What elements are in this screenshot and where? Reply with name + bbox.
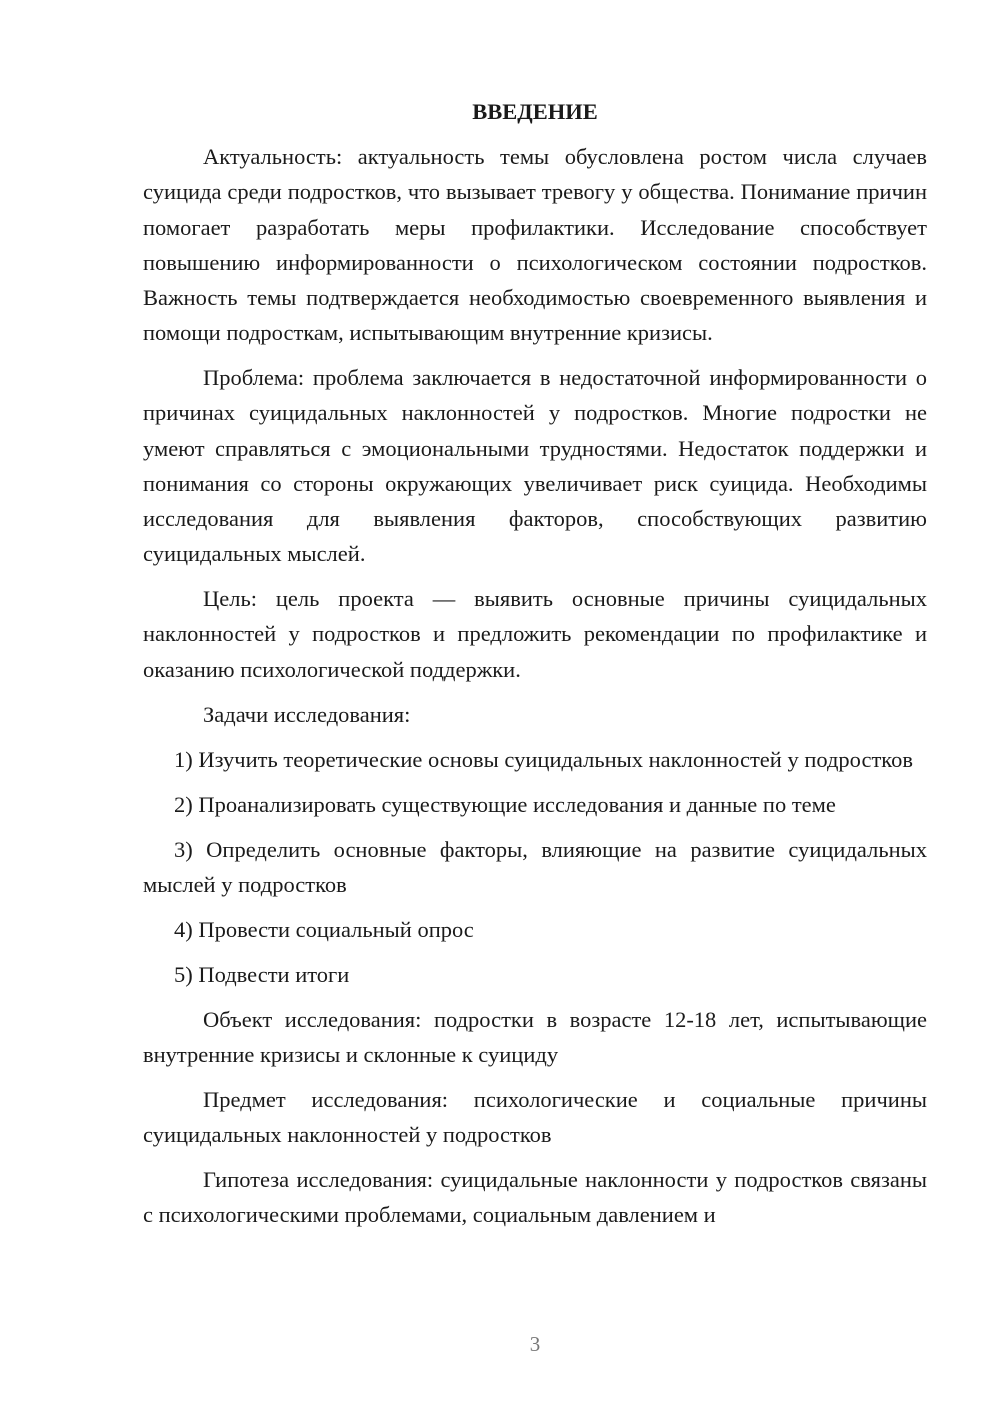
task-item: 2) Проанализировать существующие исследования и данные по теме	[174, 791, 836, 817]
page-content	[143, 94, 927, 1233]
task-item: 3) Определить основные факторы, влияющие на развитие суицидальных мыслей у подростков	[143, 836, 927, 897]
paragraph-hypothesis: Гипотеза исследования: суицидальные наклонности у подростков связаны с психологическими проблемами, социальным давлением и	[143, 1167, 927, 1228]
section-title: ВВЕДЕНИЕ	[472, 99, 598, 124]
paragraph-object: Объект исследования: подростки в возрасте 12-18 лет, испытывающие внутренние кризисы и склонные к суициду	[143, 1006, 927, 1068]
paragraph-subject: Предмет исследования: психологические и социальные причины суицидальных наклонностей у подростков	[143, 1087, 927, 1148]
task-item: 1) Изучить теоретические основы суицидальных наклонностей у подростков	[174, 746, 913, 772]
paragraph-relevance: Актуальность: актуальность темы обусловлена ростом числа случаев суицида среди подростков, что вызывает тревогу у общества. Понимание причин помогает разработать меры профилактики. Исследование способствует повышению информированности о психологическом состоянии подростков. Важность темы подтверждается необходимостью своевременного выявления и помощи подросткам, испытывающим внутренние кризисы.	[143, 144, 927, 346]
tasks-heading: Задачи исследования:	[203, 701, 411, 727]
paragraph-problem: Проблема: проблема заключается в недостаточной информированности о причинах суицидальных наклонностей у подростков. Многие подростки не умеют справляться с эмоциональными трудностями. Недостаток поддержки и понимания со стороны окружающих увеличивает риск суицида. Необходимы исследования для выявления факторов, способствующих развитию суицидальных мыслей.	[143, 365, 927, 567]
task-item: 5) Подвести итоги	[174, 961, 350, 987]
task-item: 4) Провести социальный опрос	[174, 916, 474, 942]
page-number: 3	[529, 1332, 541, 1356]
paragraph-goal: Цель: цель проекта — выявить основные причины суицидальных наклонностей у подростков и предложить рекомендации по профилактике и оказанию психологической поддержки.	[143, 586, 927, 682]
